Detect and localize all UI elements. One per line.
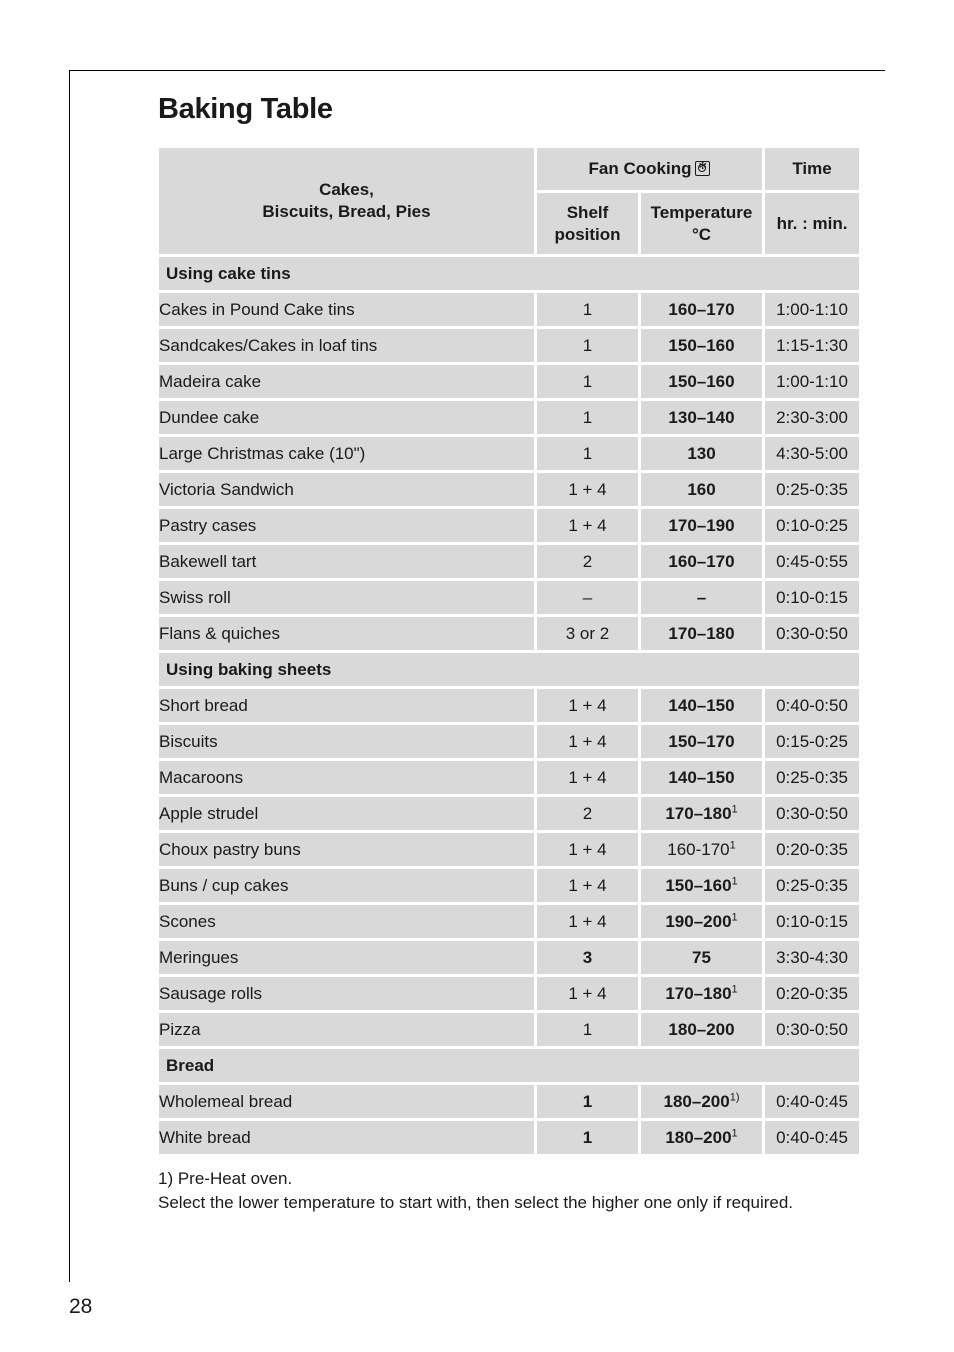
page-number: 28	[69, 1295, 93, 1318]
cell-shelf-position: 1 + 4	[537, 869, 638, 902]
table-row	[159, 905, 859, 938]
table-row	[159, 293, 859, 326]
cell-item-name: Dundee cake	[159, 401, 534, 434]
footnote-marker: 1	[729, 838, 736, 851]
table-row	[159, 545, 859, 578]
table-row	[159, 509, 859, 542]
footnote-marker: 1)	[729, 1090, 740, 1103]
top-rule	[69, 70, 885, 71]
cell-shelf-position: 1 + 4	[537, 725, 638, 758]
table-row	[159, 689, 859, 722]
cell-item-name: Choux pastry buns	[159, 833, 534, 866]
cell-time: 1:00-1:10	[765, 365, 859, 398]
footnote-marker: 1	[731, 982, 738, 995]
cell-temperature	[641, 797, 762, 830]
cell-time: 0:10-0:15	[765, 581, 859, 614]
cell-time: 0:20-0:35	[765, 833, 859, 866]
cell-item-name: Victoria Sandwich	[159, 473, 534, 506]
cell-temperature: 160	[641, 473, 762, 506]
header-fan-cooking	[537, 148, 762, 190]
footnote-line1: 1) Pre-Heat oven.	[158, 1169, 293, 1188]
cell-item-name: Short bread	[159, 689, 534, 722]
table-row	[159, 401, 859, 434]
cell-item-name: Wholemeal bread	[159, 1085, 534, 1118]
section-header-row	[159, 1049, 859, 1082]
header-shelf	[537, 193, 638, 254]
cell-temperature: 160–170	[641, 293, 762, 326]
cell-time: 0:25-0:35	[765, 761, 859, 794]
cell-item-name: Meringues	[159, 941, 534, 974]
cell-item-name: Pastry cases	[159, 509, 534, 542]
cell-item-name: Apple strudel	[159, 797, 534, 830]
cell-time: 4:30-5:00	[765, 437, 859, 470]
header-time-unit: hr. : min.	[765, 193, 859, 254]
cell-temperature: 160–170	[641, 545, 762, 578]
footnote-line2: Select the lower temperature to start with, then select the higher one only if required.	[158, 1193, 794, 1212]
cell-temperature	[641, 869, 762, 902]
cell-temperature: 150–160	[641, 329, 762, 362]
footnote-marker: 1	[731, 910, 738, 923]
cell-temperature: 180–200	[641, 1013, 762, 1046]
cell-item-name: Pizza	[159, 1013, 534, 1046]
baking-table	[156, 145, 862, 1157]
cell-shelf-position: 1 + 4	[537, 689, 638, 722]
cell-shelf-position: 2	[537, 545, 638, 578]
cell-time: 0:30-0:50	[765, 617, 859, 650]
cell-time: 1:00-1:10	[765, 293, 859, 326]
header-fan-cooking-label: Fan Cooking	[588, 159, 692, 178]
cell-item-name: Biscuits	[159, 725, 534, 758]
cell-time: 0:10-0:15	[765, 905, 859, 938]
table-row	[159, 725, 859, 758]
table-row	[159, 473, 859, 506]
cell-item-name: Sausage rolls	[159, 977, 534, 1010]
cell-time: 0:25-0:35	[765, 473, 859, 506]
cell-temperature	[641, 833, 762, 866]
cell-shelf-position: 2	[537, 797, 638, 830]
cell-time: 0:25-0:35	[765, 869, 859, 902]
cell-temperature	[641, 1085, 762, 1118]
page-title: Baking Table	[158, 93, 333, 125]
table-row	[159, 1013, 859, 1046]
cell-shelf-position: 3 or 2	[537, 617, 638, 650]
cell-item-name: Sandcakes/Cakes in loaf tins	[159, 329, 534, 362]
cell-temperature: 170–180	[641, 617, 762, 650]
cell-temperature	[641, 1121, 762, 1154]
temperature-value: 160-170	[667, 839, 730, 859]
table-row	[159, 329, 859, 362]
table-row	[159, 437, 859, 470]
header-category-line1: Cakes,	[319, 180, 374, 199]
table-row	[159, 365, 859, 398]
table-row	[159, 977, 859, 1010]
table-row	[159, 581, 859, 614]
cell-shelf-position: –	[537, 581, 638, 614]
cell-shelf-position: 1	[537, 1085, 638, 1118]
section-title: Using baking sheets	[159, 653, 859, 686]
fan-cooking-icon	[695, 161, 710, 176]
cell-shelf-position: 1	[537, 437, 638, 470]
cell-time: 0:30-0:50	[765, 797, 859, 830]
temperature-value: 190–200	[665, 911, 732, 931]
footnote-marker: 1	[731, 802, 738, 815]
cell-shelf-position: 1 + 4	[537, 761, 638, 794]
cell-time: 2:30-3:00	[765, 401, 859, 434]
temperature-value: 150–160	[665, 875, 732, 895]
cell-temperature: 140–150	[641, 689, 762, 722]
section-header-row	[159, 257, 859, 290]
cell-shelf-position: 1	[537, 329, 638, 362]
header-category-line2: Biscuits, Bread, Pies	[262, 202, 431, 221]
cell-item-name: Large Christmas cake (10")	[159, 437, 534, 470]
cell-item-name: Macaroons	[159, 761, 534, 794]
cell-shelf-position: 1	[537, 401, 638, 434]
table-row	[159, 1085, 859, 1118]
cell-item-name: Madeira cake	[159, 365, 534, 398]
cell-temperature: 150–160	[641, 365, 762, 398]
cell-item-name: White bread	[159, 1121, 534, 1154]
cell-time: 0:20-0:35	[765, 977, 859, 1010]
cell-shelf-position: 1 + 4	[537, 905, 638, 938]
cell-item-name: Scones	[159, 905, 534, 938]
header-category	[159, 148, 534, 254]
cell-time: 1:15-1:30	[765, 329, 859, 362]
section-title: Using cake tins	[159, 257, 859, 290]
table-row	[159, 869, 859, 902]
table-row	[159, 1121, 859, 1154]
table-row	[159, 941, 859, 974]
header-temperature-line1: Temperature	[650, 202, 753, 222]
temperature-value: 180–200	[663, 1091, 730, 1111]
cell-temperature: 150–170	[641, 725, 762, 758]
temperature-value: 170–180	[665, 803, 732, 823]
cell-time: 0:15-0:25	[765, 725, 859, 758]
cell-shelf-position: 1	[537, 1013, 638, 1046]
cell-temperature: 130	[641, 437, 762, 470]
cell-shelf-position: 3	[537, 941, 638, 974]
left-rule	[69, 70, 70, 1282]
cell-time: 0:30-0:50	[765, 1013, 859, 1046]
cell-temperature: 75	[641, 941, 762, 974]
cell-time: 0:40-0:45	[765, 1085, 859, 1118]
header-shelf-line1: Shelf	[566, 202, 609, 222]
baking-table-body	[159, 148, 859, 1154]
cell-time: 3:30-4:30	[765, 941, 859, 974]
table-row	[159, 797, 859, 830]
cell-shelf-position: 1	[537, 365, 638, 398]
header-temperature-line2: °C	[691, 224, 712, 244]
cell-time: 0:40-0:45	[765, 1121, 859, 1154]
cell-shelf-position: 1 + 4	[537, 473, 638, 506]
cell-shelf-position: 1 + 4	[537, 977, 638, 1010]
cell-time: 0:40-0:50	[765, 689, 859, 722]
cell-item-name: Cakes in Pound Cake tins	[159, 293, 534, 326]
header-time: Time	[765, 148, 859, 190]
header-temperature	[641, 193, 762, 254]
cell-item-name: Buns / cup cakes	[159, 869, 534, 902]
footnote-marker: 1	[731, 874, 738, 887]
table-row	[159, 761, 859, 794]
footnote-marker: 1	[731, 1126, 738, 1139]
cell-temperature: –	[641, 581, 762, 614]
cell-shelf-position: 1	[537, 1121, 638, 1154]
footnote	[158, 1167, 793, 1215]
cell-time: 0:10-0:25	[765, 509, 859, 542]
temperature-value: 180–200	[665, 1127, 732, 1147]
cell-shelf-position: 1 + 4	[537, 509, 638, 542]
cell-temperature	[641, 905, 762, 938]
cell-temperature: 130–140	[641, 401, 762, 434]
cell-item-name: Bakewell tart	[159, 545, 534, 578]
cell-shelf-position: 1	[537, 293, 638, 326]
temperature-value: 170–180	[665, 983, 732, 1003]
cell-temperature	[641, 977, 762, 1010]
cell-shelf-position: 1 + 4	[537, 833, 638, 866]
cell-temperature: 140–150	[641, 761, 762, 794]
section-title: Bread	[159, 1049, 859, 1082]
table-row	[159, 617, 859, 650]
cell-item-name: Swiss roll	[159, 581, 534, 614]
table-row	[159, 833, 859, 866]
header-shelf-line2: position	[554, 224, 621, 244]
cell-item-name: Flans & quiches	[159, 617, 534, 650]
cell-time: 0:45-0:55	[765, 545, 859, 578]
cell-temperature: 170–190	[641, 509, 762, 542]
section-header-row	[159, 653, 859, 686]
header-row-1	[159, 148, 859, 190]
